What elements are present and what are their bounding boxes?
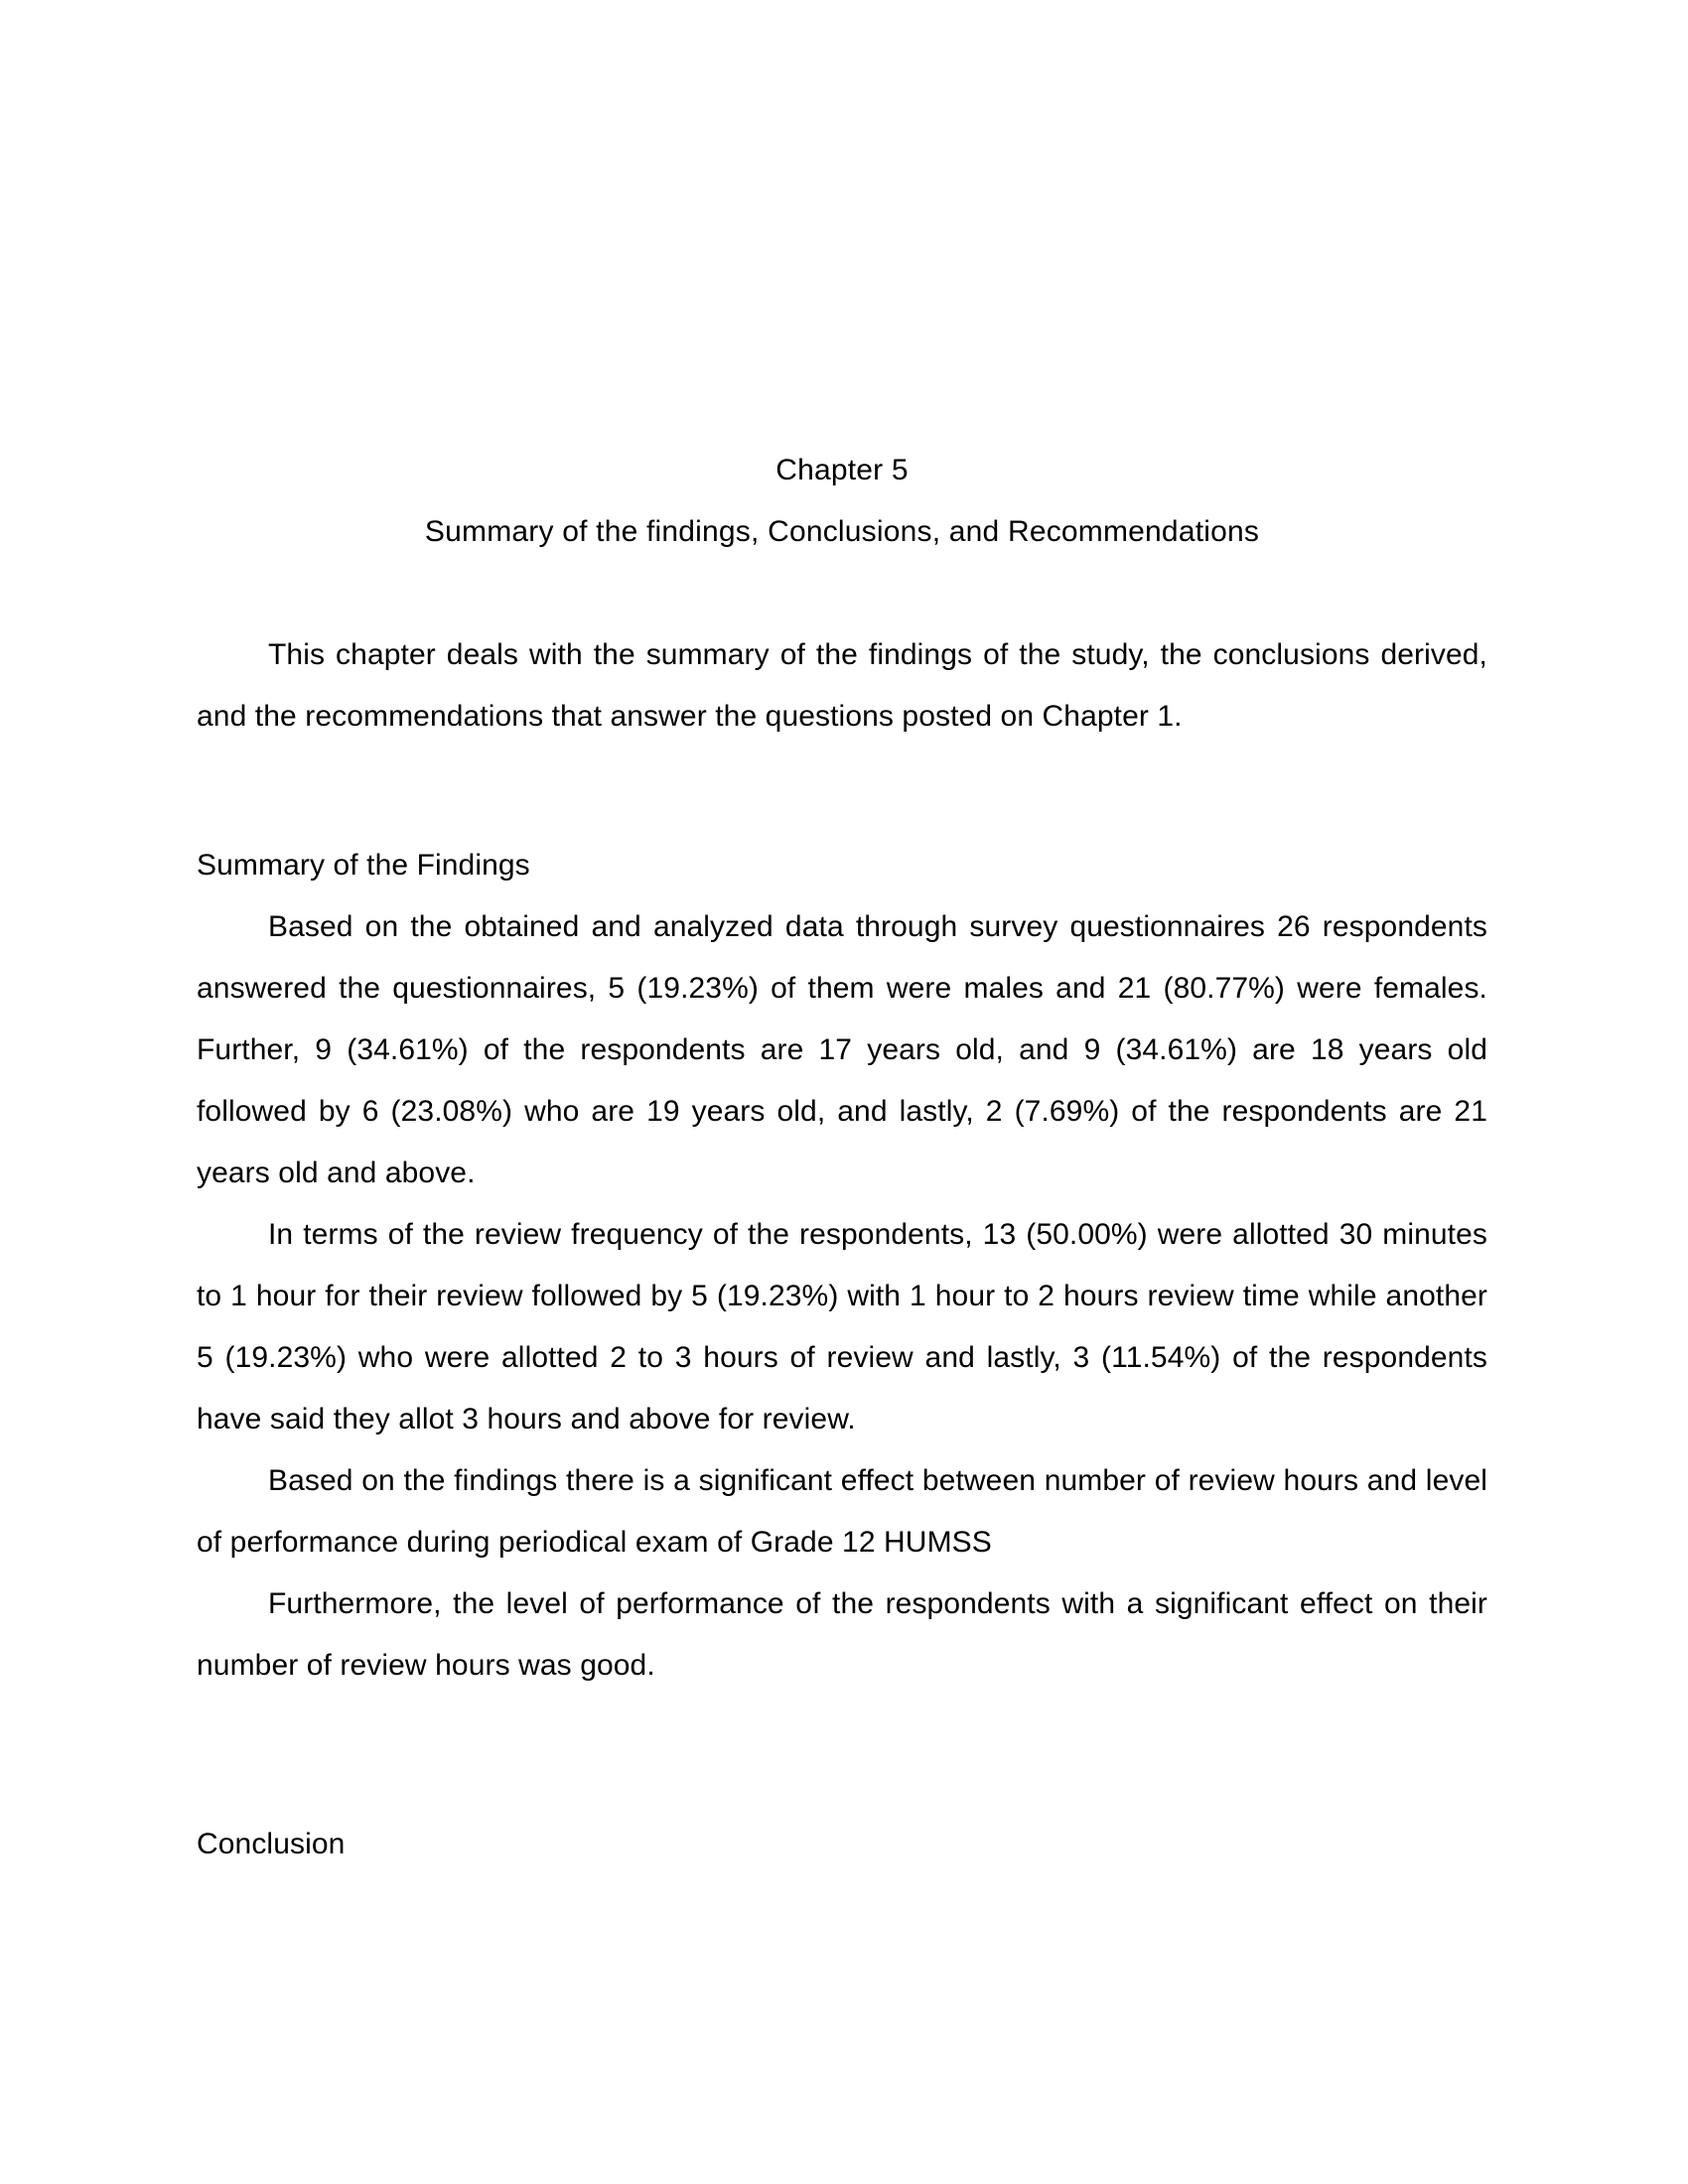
chapter-label: Chapter 5	[775, 454, 909, 486]
section-heading-conclusion: Conclusion	[197, 1828, 346, 1860]
page-content	[197, 0, 1487, 1875]
spacer-intro-to-heading	[197, 748, 1487, 835]
title-block	[197, 0, 1487, 563]
spacer-title-to-intro	[197, 563, 1487, 624]
chapter-title: Summary of the findings, Conclusions, and Recommendations	[424, 515, 1260, 548]
spacer-findings-to-conclusion	[197, 1697, 1487, 1814]
findings-paragraph-significant-effect: Based on the findings there is a significant effect between number of review hours and level of performance during periodical exam of Grade 12 HUMSS	[197, 1464, 1487, 1559]
findings-paragraph-demographics: Based on the obtained and analyzed data through survey questionnaires 26 respondents answered the questionnaires, 5 (19.23%) of them were males and 21 (80.77%) were females. Further, 9 (34.61%) of the respondents are 17 years old, and 9 (34.61%) are 18 years old followed by 6 (23.08%) who are 19 years old, and lastly, 2 (7.69%) of the respondents are 21 years old and above.	[197, 910, 1487, 1189]
findings-paragraph-level-of-performance: Furthermore, the level of performance of the respondents with a significant effect on their number of review hours was good.	[197, 1587, 1487, 1682]
findings-paragraph-review-frequency: In terms of the review frequency of the respondents, 13 (50.00%) were allotted 30 minutes to 1 hour for their review followed by 5 (19.23%) with 1 hour to 2 hours review time while another 5 (19.23%) who were allotted 2 to 3 hours of review and lastly, 3 (11.54%) of the respondents have said they allot 3 hours and above for review.	[197, 1218, 1487, 1435]
section-heading-summary-of-the-findings: Summary of the Findings	[197, 849, 530, 882]
intro-paragraph: This chapter deals with the summary of the findings of the study, the conclusions derived, and the recommendations that answer the questions posted on Chapter 1.	[197, 638, 1487, 733]
